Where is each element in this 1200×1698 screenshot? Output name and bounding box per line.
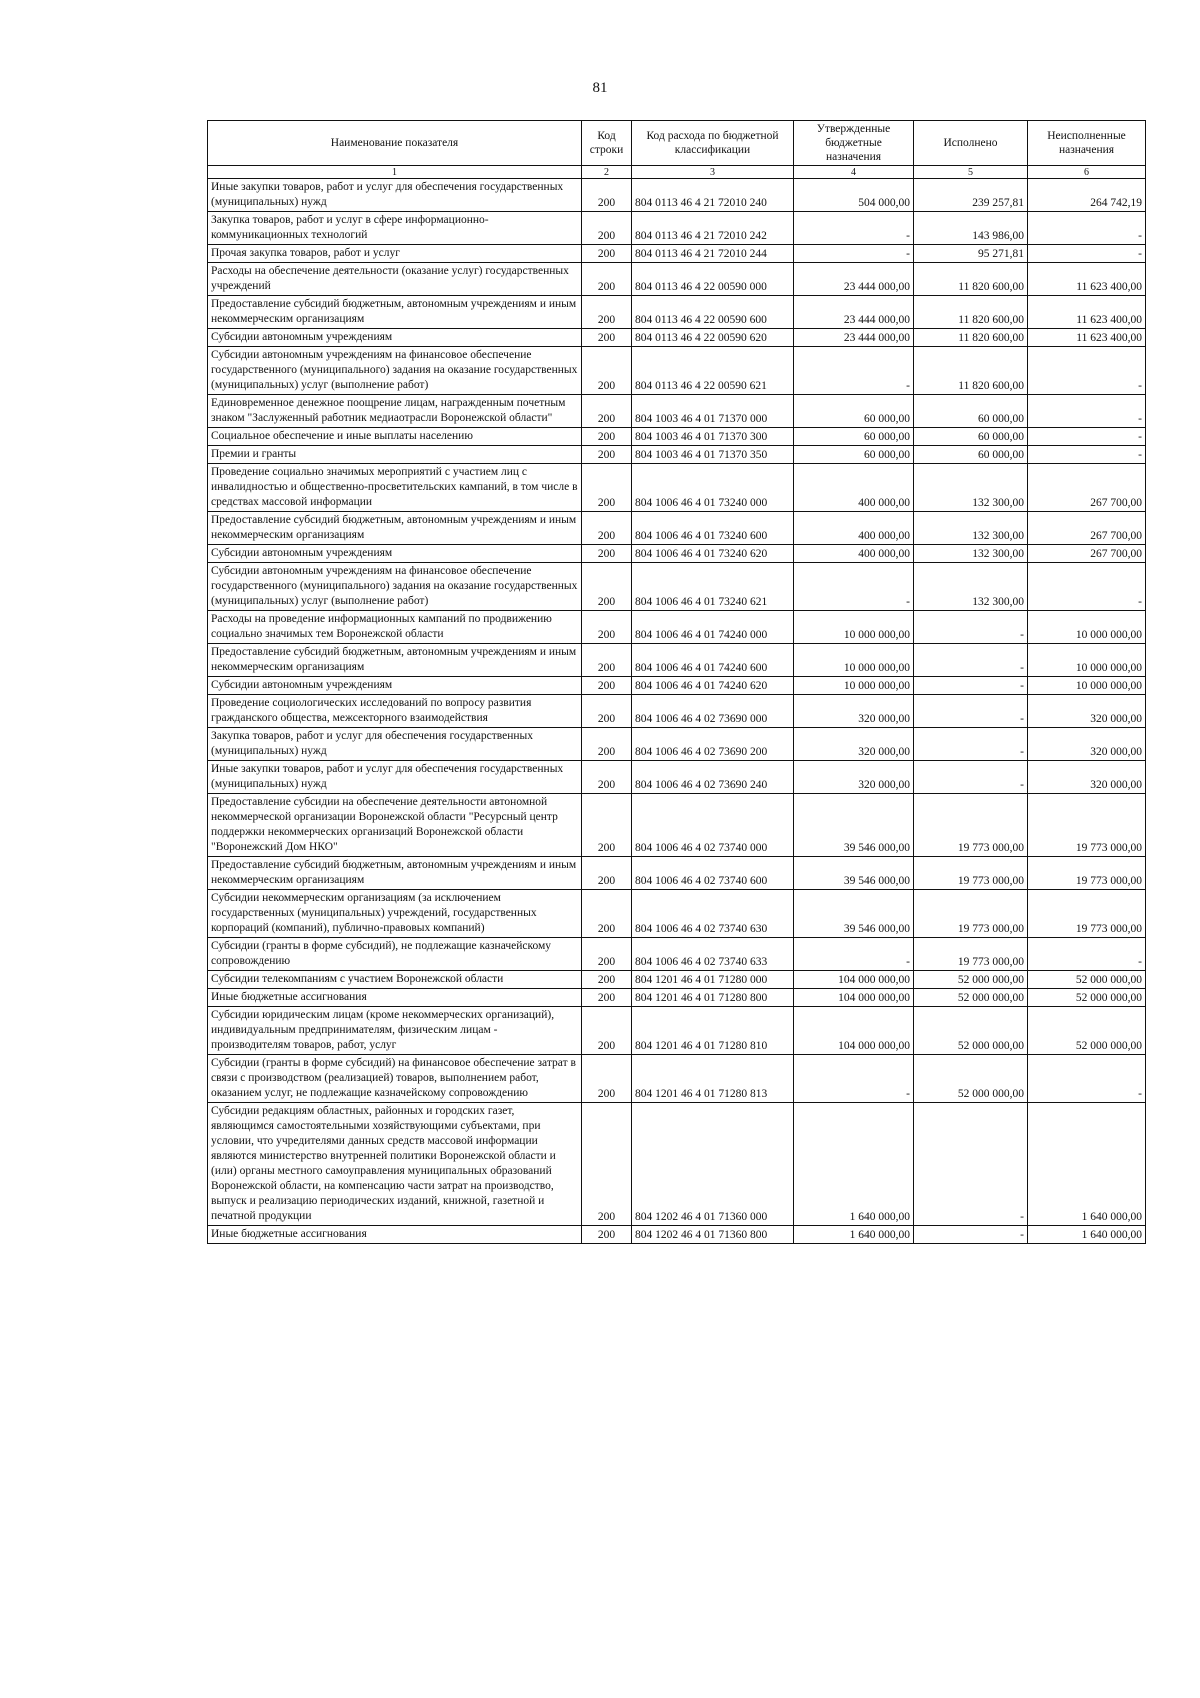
row-classification: 804 1006 46 4 02 73740 600 [632,857,794,890]
row-code: 200 [582,728,632,761]
row-unexecuted: 10 000 000,00 [1028,644,1146,677]
row-approved: 104 000 000,00 [794,971,914,989]
table-row [208,644,1146,677]
row-unexecuted: - [1028,446,1146,464]
row-classification: 804 1003 46 4 01 71370 350 [632,446,794,464]
table-row [208,245,1146,263]
row-unexecuted: 19 773 000,00 [1028,890,1146,938]
row-unexecuted: 19 773 000,00 [1028,794,1146,857]
row-name: Расходы на обеспечение деятельности (оказание услуг) государственных учреждений [208,263,582,296]
row-name: Субсидии автономным учреждениям [208,545,582,563]
row-executed: 60 000,00 [914,428,1028,446]
row-unexecuted: - [1028,1055,1146,1103]
row-code: 200 [582,1103,632,1226]
row-classification: 804 1006 46 4 01 74240 620 [632,677,794,695]
table-row [208,1007,1146,1055]
row-code: 200 [582,695,632,728]
row-executed: 143 986,00 [914,212,1028,245]
header-approved: Утвержденные бюджетные назначения [794,121,914,166]
row-name: Проведение социологических исследований по вопросу развития гражданского общества, межсекторного взаимодействия [208,695,582,728]
table-row [208,971,1146,989]
row-code: 200 [582,890,632,938]
row-executed: 132 300,00 [914,545,1028,563]
table-row [208,989,1146,1007]
row-code: 200 [582,395,632,428]
row-approved: 39 546 000,00 [794,890,914,938]
row-classification: 804 1006 46 4 01 74240 600 [632,644,794,677]
row-executed: 19 773 000,00 [914,794,1028,857]
row-name: Иные бюджетные ассигнования [208,1226,582,1244]
column-numbers-row [208,166,1146,179]
row-classification: 804 0113 46 4 22 00590 620 [632,329,794,347]
row-unexecuted: 11 623 400,00 [1028,263,1146,296]
column-number: 1 [208,166,582,179]
row-executed: - [914,644,1028,677]
row-approved: 60 000,00 [794,395,914,428]
row-code: 200 [582,245,632,263]
row-unexecuted: - [1028,347,1146,395]
row-unexecuted: - [1028,938,1146,971]
row-name: Субсидии автономным учреждениям [208,329,582,347]
table-row [208,611,1146,644]
row-name: Субсидии автономным учреждениям на финансовое обеспечение государственного (муниципального) задания на оказание государственных (муниципальных) услуг (выполнение работ) [208,347,582,395]
row-classification: 804 0113 46 4 21 72010 244 [632,245,794,263]
row-classification: 804 0113 46 4 21 72010 242 [632,212,794,245]
row-executed: 52 000 000,00 [914,1055,1028,1103]
row-name: Иные закупки товаров, работ и услуг для обеспечения государственных (муниципальных) нужд [208,761,582,794]
row-approved: 400 000,00 [794,464,914,512]
row-unexecuted: 267 700,00 [1028,464,1146,512]
table-row [208,428,1146,446]
row-unexecuted: 264 742,19 [1028,179,1146,212]
row-name: Предоставление субсидий бюджетным, автономным учреждениям и иным некоммерческим организациям [208,857,582,890]
row-code: 200 [582,545,632,563]
row-code: 200 [582,611,632,644]
row-executed: 52 000 000,00 [914,971,1028,989]
table-row [208,446,1146,464]
row-executed: 132 300,00 [914,563,1028,611]
row-classification: 804 0113 46 4 22 00590 600 [632,296,794,329]
row-code: 200 [582,212,632,245]
row-executed: 11 820 600,00 [914,347,1028,395]
row-code: 200 [582,179,632,212]
table-row [208,545,1146,563]
row-code: 200 [582,677,632,695]
row-code: 200 [582,347,632,395]
row-classification: 804 1201 46 4 01 71280 800 [632,989,794,1007]
row-code: 200 [582,446,632,464]
table-row [208,695,1146,728]
row-approved: 23 444 000,00 [794,296,914,329]
table-row [208,563,1146,611]
row-classification: 804 1201 46 4 01 71280 000 [632,971,794,989]
row-classification: 804 1003 46 4 01 71370 000 [632,395,794,428]
row-executed: 60 000,00 [914,395,1028,428]
row-unexecuted: 52 000 000,00 [1028,989,1146,1007]
row-name: Предоставление субсидий бюджетным, автономным учреждениям и иным некоммерческим организациям [208,512,582,545]
row-unexecuted: 1 640 000,00 [1028,1103,1146,1226]
row-classification: 804 1202 46 4 01 71360 800 [632,1226,794,1244]
row-name: Закупка товаров, работ и услуг для обеспечения государственных (муниципальных) нужд [208,728,582,761]
row-code: 200 [582,971,632,989]
row-executed: 239 257,81 [914,179,1028,212]
row-approved: 39 546 000,00 [794,857,914,890]
row-unexecuted: 52 000 000,00 [1028,1007,1146,1055]
row-executed: 60 000,00 [914,446,1028,464]
row-executed: 95 271,81 [914,245,1028,263]
row-executed: 52 000 000,00 [914,1007,1028,1055]
row-name: Иные закупки товаров, работ и услуг для обеспечения государственных (муниципальных) нужд [208,179,582,212]
row-approved: 60 000,00 [794,428,914,446]
row-name: Расходы на проведение информационных кампаний по продвижению социально значимых тем Воронежской области [208,611,582,644]
row-unexecuted: 1 640 000,00 [1028,1226,1146,1244]
table-row [208,728,1146,761]
row-executed: - [914,1226,1028,1244]
row-name: Премии и гранты [208,446,582,464]
row-classification: 804 1003 46 4 01 71370 300 [632,428,794,446]
table-row [208,1226,1146,1244]
row-unexecuted: 11 623 400,00 [1028,296,1146,329]
row-approved: 320 000,00 [794,728,914,761]
row-name: Субсидии телекомпаниям с участием Воронежской области [208,971,582,989]
row-executed: 132 300,00 [914,464,1028,512]
row-approved: - [794,245,914,263]
row-name: Предоставление субсидии на обеспечение деятельности автономной некоммерческой организации Воронежской области "Ресурсный центр поддержки некоммерческих организаций Воронежской области "Воронежский Дом НКО" [208,794,582,857]
row-unexecuted: 52 000 000,00 [1028,971,1146,989]
row-name: Субсидии юридическим лицам (кроме некоммерческих организаций), индивидуальным предпринимателям, физическим лицам - производителям товаров, работ, услуг [208,1007,582,1055]
row-unexecuted: - [1028,428,1146,446]
table-row [208,179,1146,212]
table-row [208,263,1146,296]
row-classification: 804 0113 46 4 21 72010 240 [632,179,794,212]
row-unexecuted: 320 000,00 [1028,761,1146,794]
row-classification: 804 1006 46 4 01 74240 000 [632,611,794,644]
row-name: Закупка товаров, работ и услуг в сфере информационно-коммуникационных технологий [208,212,582,245]
row-name: Субсидии автономным учреждениям [208,677,582,695]
column-number: 6 [1028,166,1146,179]
row-name: Предоставление субсидий бюджетным, автономным учреждениям и иным некоммерческим организациям [208,644,582,677]
row-code: 200 [582,794,632,857]
table-row [208,395,1146,428]
row-name: Предоставление субсидий бюджетным, автономным учреждениям и иным некоммерческим организациям [208,296,582,329]
column-number: 3 [632,166,794,179]
table-row [208,1103,1146,1226]
row-approved: 104 000 000,00 [794,1007,914,1055]
table-row [208,794,1146,857]
row-classification: 804 1006 46 4 01 73240 620 [632,545,794,563]
table-row [208,890,1146,938]
row-code: 200 [582,989,632,1007]
row-approved: 10 000 000,00 [794,644,914,677]
row-approved: 10 000 000,00 [794,677,914,695]
row-name: Прочая закупка товаров, работ и услуг [208,245,582,263]
row-approved: 320 000,00 [794,761,914,794]
row-approved: 23 444 000,00 [794,329,914,347]
row-executed: 11 820 600,00 [914,263,1028,296]
row-approved: 320 000,00 [794,695,914,728]
row-unexecuted: 267 700,00 [1028,512,1146,545]
row-name: Проведение социально значимых мероприятий с участием лиц с инвалидностью и общественно-просветительских кампаний, в том числе в средствах массовой информации [208,464,582,512]
row-classification: 804 1201 46 4 01 71280 813 [632,1055,794,1103]
row-classification: 804 1006 46 4 02 73690 240 [632,761,794,794]
row-code: 200 [582,857,632,890]
row-unexecuted: 10 000 000,00 [1028,677,1146,695]
table-row [208,1055,1146,1103]
row-unexecuted: - [1028,212,1146,245]
column-number: 4 [794,166,914,179]
row-classification: 804 1006 46 4 01 73240 600 [632,512,794,545]
header-executed: Исполнено [914,121,1028,166]
row-approved: - [794,347,914,395]
row-name: Субсидии редакциям областных, районных и городских газет, являющимся самостоятельными хозяйствующими субъектами, при условии, что учредителями данных средств массовой информации являются министерство внутренней политики Воронежской области и (или) органы местного самоуправления муниципальных образований Воронежской области, на компенсацию части затрат на производство, выпуск и реализацию периодических изданий, книжной, газетной и печатной продукции [208,1103,582,1226]
row-code: 200 [582,428,632,446]
row-classification: 804 1006 46 4 01 73240 000 [632,464,794,512]
row-unexecuted: 10 000 000,00 [1028,611,1146,644]
row-approved: 504 000,00 [794,179,914,212]
row-name: Субсидии (гранты в форме субсидий) на финансовое обеспечение затрат в связи с производством (реализацией) товаров, выполнением работ, оказанием услуг, не подлежащие казначейскому сопровождению [208,1055,582,1103]
table-header-row [208,121,1146,166]
row-classification: 804 0113 46 4 22 00590 621 [632,347,794,395]
row-executed: 132 300,00 [914,512,1028,545]
table-row [208,464,1146,512]
row-classification: 804 0113 46 4 22 00590 000 [632,263,794,296]
row-code: 200 [582,512,632,545]
row-executed: - [914,695,1028,728]
row-code: 200 [582,1055,632,1103]
row-name: Субсидии (гранты в форме субсидий), не подлежащие казначейскому сопровождению [208,938,582,971]
table-row [208,329,1146,347]
row-code: 200 [582,761,632,794]
row-approved: 1 640 000,00 [794,1226,914,1244]
row-classification: 804 1202 46 4 01 71360 000 [632,1103,794,1226]
row-code: 200 [582,263,632,296]
row-classification: 804 1006 46 4 02 73740 633 [632,938,794,971]
row-name: Субсидии автономным учреждениям на финансовое обеспечение государственного (муниципального) задания на оказание государственных (муниципальных) услуг (выполнение работ) [208,563,582,611]
row-unexecuted: - [1028,563,1146,611]
row-approved: 1 640 000,00 [794,1103,914,1226]
table-row [208,212,1146,245]
row-executed: - [914,611,1028,644]
row-executed: 52 000 000,00 [914,989,1028,1007]
row-name: Субсидии некоммерческим организациям (за исключением государственных (муниципальных) учреждений, государственных корпораций (компаний), публично-правовых компаний) [208,890,582,938]
row-executed: - [914,1103,1028,1226]
table-body [208,179,1146,1244]
table-row [208,512,1146,545]
row-code: 200 [582,296,632,329]
row-classification: 804 1201 46 4 01 71280 810 [632,1007,794,1055]
row-code: 200 [582,1226,632,1244]
table-row [208,347,1146,395]
row-code: 200 [582,1007,632,1055]
row-unexecuted: 320 000,00 [1028,695,1146,728]
row-approved: - [794,563,914,611]
budget-execution-table [207,120,1146,1244]
row-approved: 60 000,00 [794,446,914,464]
row-approved: 400 000,00 [794,512,914,545]
row-name: Иные бюджетные ассигнования [208,989,582,1007]
row-approved: 104 000 000,00 [794,989,914,1007]
row-classification: 804 1006 46 4 02 73740 630 [632,890,794,938]
row-classification: 804 1006 46 4 02 73690 000 [632,695,794,728]
row-approved: 10 000 000,00 [794,611,914,644]
row-executed: 19 773 000,00 [914,938,1028,971]
row-approved: 23 444 000,00 [794,263,914,296]
table-row [208,857,1146,890]
table-row [208,938,1146,971]
row-code: 200 [582,938,632,971]
row-approved: 39 546 000,00 [794,794,914,857]
row-unexecuted: 11 623 400,00 [1028,329,1146,347]
header-classification: Код расхода по бюджетной классификации [632,121,794,166]
row-approved: - [794,212,914,245]
page-number: 81 [592,80,608,96]
row-executed: 11 820 600,00 [914,329,1028,347]
column-number: 5 [914,166,1028,179]
row-classification: 804 1006 46 4 02 73690 200 [632,728,794,761]
row-executed: 19 773 000,00 [914,890,1028,938]
table-row [208,761,1146,794]
row-executed: 19 773 000,00 [914,857,1028,890]
row-code: 200 [582,563,632,611]
row-classification: 804 1006 46 4 02 73740 000 [632,794,794,857]
header-unexecuted: Неисполненные назначения [1028,121,1146,166]
row-executed: 11 820 600,00 [914,296,1028,329]
row-code: 200 [582,329,632,347]
row-name: Единовременное денежное поощрение лицам, награжденным почетным знаком "Заслуженный работник медиаотрасли Воронежской области" [208,395,582,428]
table-row [208,296,1146,329]
row-approved: - [794,938,914,971]
row-unexecuted: 320 000,00 [1028,728,1146,761]
table-row [208,677,1146,695]
row-unexecuted: 267 700,00 [1028,545,1146,563]
row-classification: 804 1006 46 4 01 73240 621 [632,563,794,611]
row-executed: - [914,677,1028,695]
row-code: 200 [582,464,632,512]
row-name: Социальное обеспечение и иные выплаты населению [208,428,582,446]
row-executed: - [914,761,1028,794]
row-code: 200 [582,644,632,677]
header-name: Наименование показателя [208,121,582,166]
row-approved: 400 000,00 [794,545,914,563]
row-unexecuted: - [1028,245,1146,263]
header-code: Код строки [582,121,632,166]
row-unexecuted: - [1028,395,1146,428]
row-approved: - [794,1055,914,1103]
row-unexecuted: 19 773 000,00 [1028,857,1146,890]
column-number: 2 [582,166,632,179]
row-executed: - [914,728,1028,761]
